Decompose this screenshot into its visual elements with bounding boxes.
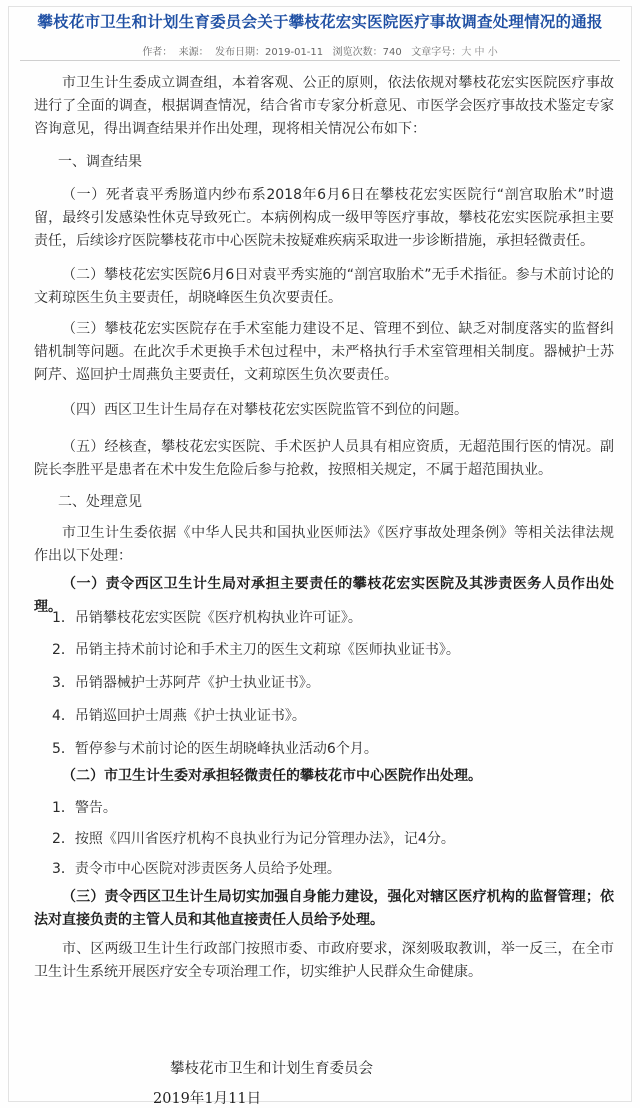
group-2-item-3: 3．责令市中心医院对涉责医务人员给予处理。 [52,861,341,877]
group-1-item-1: 1．吊销攀枝花宏实医院《医疗机构执业许可证》。 [52,610,362,626]
group-1-item-3: 3．吊销器械护士苏阿芹《护士执业证书》。 [52,675,320,691]
article-meta [0,43,640,58]
group-1-item-5: 5．暂停参与术前讨论的医生胡晓峰执业活动6个月。 [52,741,378,757]
font-size-small-link[interactable]: 小 [487,47,498,58]
header-divider [20,60,620,61]
finding-3: （三）攀枝花宏实医院存在手术室能力建设不足、管理不到位、缺乏对制度落实的监督纠错机制等问题。在此次手术更换手术包过程中，未严格执行手术室管理相关制度。器械护士苏阿芹、巡回护士周燕负主要责任，文莉琼医生负次要责任。 [34,321,614,383]
group-1-heading: （一）责令西区卫生计生局对承担主要责任的攀枝花宏实医院及其涉责医务人员作出处理。 [34,576,614,615]
section-2-heading: 二、处理意见 [58,494,142,510]
font-size-switcher [461,47,497,58]
group-1-item-2: 2．吊销主持术前讨论和手术主刀的医生文莉琼《医师执业证书》。 [52,642,460,658]
group-3-heading: （三）责令西区卫生计生局切实加强自身能力建设，强化对辖区医疗机构的监督管理；依法对直接负责的主管人员和其他直接责任人员给予处理。 [34,889,614,928]
group-2-item-1: 1．警告。 [52,800,117,816]
font-size-medium-link[interactable]: 中 [474,47,485,58]
article-title: 攀枝花市卫生和计划生育委员会关于攀枝花宏实医院医疗事故调查处理情况的通报 [37,13,603,31]
font-size-large-link[interactable]: 大 [461,47,472,58]
finding-4: （四）西区卫生计生局存在对攀枝花宏实医院监管不到位的问题。 [62,402,468,418]
signature-org: 攀枝花市卫生和计划生育委员会 [170,1061,373,1077]
group-2-item-2: 2．按照《四川省医疗机构不良执业行为记分管理办法》，记4分。 [52,831,455,847]
handling-intro: 市卫生计生委依据《中华人民共和国执业医师法》《医疗事故处理条例》等相关法律法规作出以下处理： [34,525,614,564]
closing-paragraph: 市、区两级卫生计生行政部门按照市委、市政府要求，深刻吸取教训，举一反三，在全市卫生计生系统开展医疗安全专项治理工作，切实维护人民群众生命健康。 [34,941,614,980]
finding-2: （二）攀枝花宏实医院6月6日对袁平秀实施的“剖宫取胎术”无手术指征。参与术前讨论的文莉琼医生负主要责任，胡晓峰医生负次要责任。 [34,267,614,306]
finding-1: （一）死者袁平秀肠道内纱布系2018年6月6日在攀枝花宏实医院行“剖宫取胎术”时遗留，最终引发感染性休克导致死亡。本病例构成一级甲等医疗事故，攀枝花宏实医院承担主要责任，后续诊疗医院攀枝花市中心医院未按疑难疾病采取进一步诊断措施，承担轻微责任。 [34,187,614,249]
group-1-item-4: 4．吊销巡回护士周燕《护士执业证书》。 [52,708,306,724]
section-1-heading: 一、调查结果 [58,154,142,170]
meta-info: 作者： 来源： 发布日期：2019-01-11 浏览次数：740 文章字号： [142,47,462,58]
signature-date: 2019年1月11日 [153,1091,262,1107]
finding-5: （五）经核查，攀枝花宏实医院、手术医护人员具有相应资质，无超范围行医的情况。副院长李胜平是患者在术中发生危险后参与抢救，按照相关规定，不属于超范围执业。 [34,439,614,478]
intro-paragraph: 市卫生计生委成立调查组，本着客观、公正的原则，依法依规对攀枝花宏实医院医疗事故进行了全面的调查，根据调查情况，结合省市专家分析意见、市医学会医疗事故技术鉴定专家咨询意见，得出调查结果并作出处理，现将相关情况公布如下： [34,75,614,137]
group-2-heading: （二）市卫生计生委对承担轻微责任的攀枝花市中心医院作出处理。 [62,768,482,784]
